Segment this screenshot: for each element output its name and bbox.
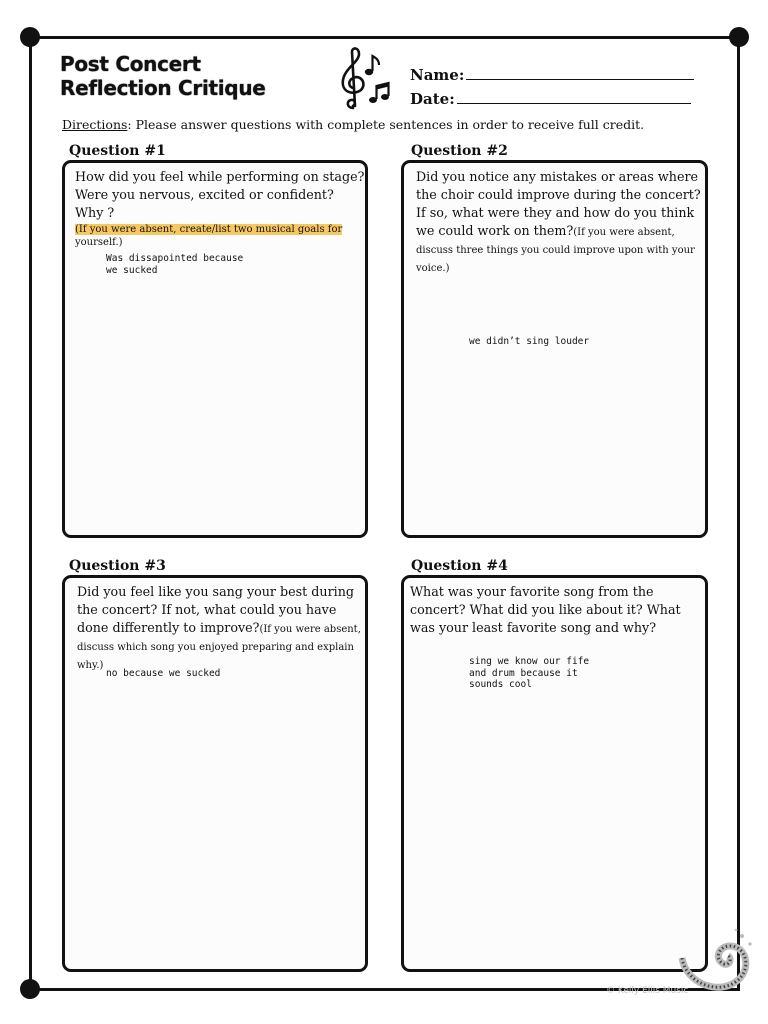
question-3-note: (If you were absent, discuss which song you enjoyed preparing and explain why.) [77, 624, 361, 671]
question-4-prompt-text: What was your favorite song from the concert? What did you like about it? What was your least favorite song and why? [410, 584, 681, 635]
question-1-prompt-text: How did you feel while performing on stage? Were you nervous, excited or confident? Why ? [75, 169, 365, 220]
question-3-prompt [77, 583, 363, 673]
frame-corner-dot [20, 27, 40, 47]
date-line[interactable] [457, 89, 691, 104]
directions-label: Directions [62, 117, 128, 132]
question-1-answer[interactable]: Was dissapointed because we sucked [106, 253, 244, 276]
date-field[interactable] [410, 89, 691, 108]
question-3-heading: Question #3 [69, 558, 166, 574]
directions-text: : Please answer questions with complete sentences in order to receive full credit. [127, 117, 645, 132]
frame-top-line [30, 36, 740, 39]
page-title [60, 52, 340, 100]
name-line[interactable] [466, 65, 694, 80]
frame-corner-dot [20, 979, 40, 999]
copyright-text: © Kelly Ellis Music [606, 986, 689, 996]
question-2-note: (If you were absent, discuss three things you could improve upon with your voice.) [416, 227, 695, 274]
page-title-line1: Post Concert [60, 52, 201, 76]
question-2-answer[interactable]: we didn’t sing louder [469, 336, 590, 347]
frame-left-line [29, 37, 32, 990]
directions [62, 117, 702, 132]
question-1-heading: Question #1 [69, 143, 166, 159]
question-3-answer[interactable]: no because we sucked [106, 668, 221, 679]
question-1-note-highlight: (If you were absent, create/list two musical goals for [75, 224, 343, 235]
question-2-prompt [416, 168, 702, 276]
frame-corner-dot [729, 27, 749, 47]
question-1-prompt [75, 168, 365, 249]
question-2-heading: Question #2 [411, 143, 508, 159]
question-1-note-rest: yourself.) [75, 237, 123, 248]
question-4-answer[interactable]: sing we know our fife and drum because it sounds cool [469, 656, 590, 690]
name-field[interactable] [410, 65, 694, 84]
name-label: Name: [410, 66, 465, 84]
question-2-prompt-text: Did you notice any mistakes or areas where the choir could improve during the concert? If so, what were they and how do you think we could work on them? [416, 169, 701, 238]
question-3-prompt-text: Did you feel like you sang your best during the concert? If not, what could you have done differently to improve? [77, 584, 355, 635]
date-label: Date: [410, 90, 455, 108]
question-4-heading: Question #4 [411, 558, 508, 574]
frame-right-line [737, 37, 740, 990]
question-1-note [75, 223, 365, 249]
question-4-prompt [410, 583, 704, 637]
page-title-line2: Reflection Critique [60, 76, 266, 100]
treble-clef-notes-icon [335, 46, 395, 112]
